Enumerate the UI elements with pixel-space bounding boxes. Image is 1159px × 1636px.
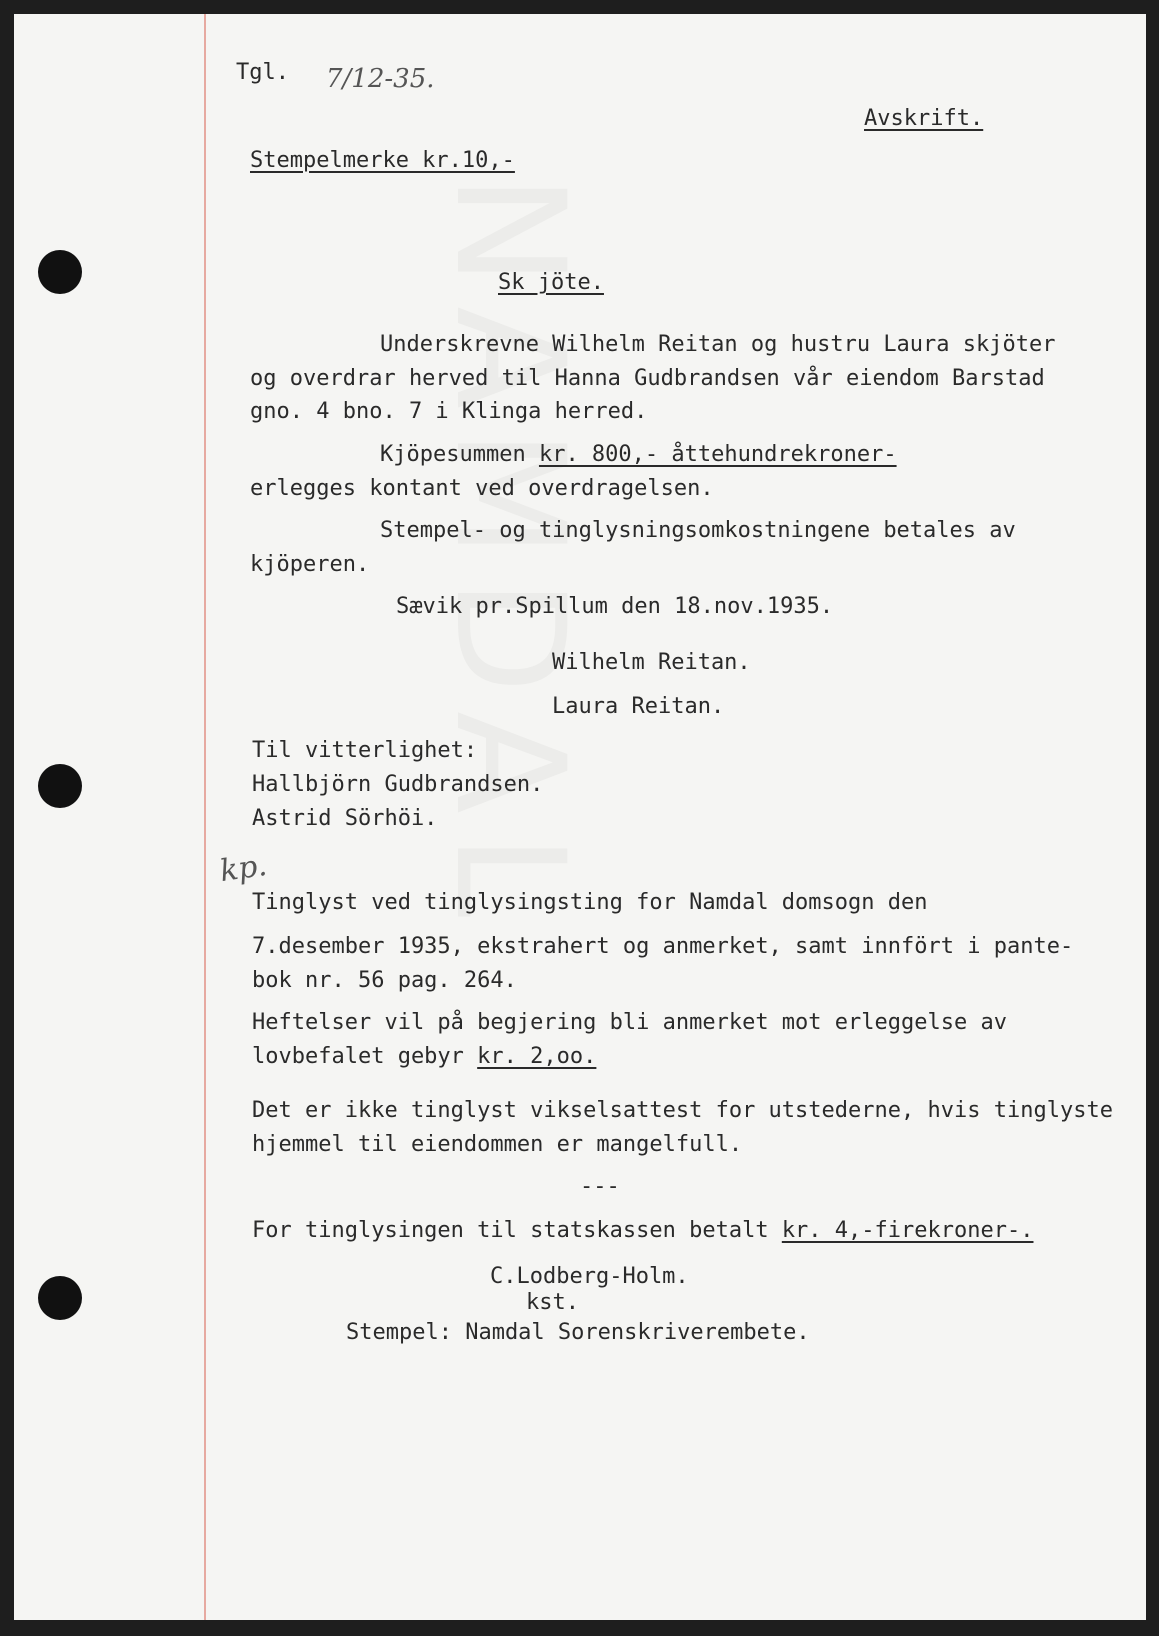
purchase-amount: kr. 800,- åttehundrekroner- [538,442,897,467]
stamp-line: Stempel: Namdal Sorenskriverembete. [346,1320,810,1345]
document-page [14,14,1146,1620]
signature: Laura Reitan. [552,694,725,719]
state-fee-label: For tinglysingen til statskassen betalt [252,1218,782,1243]
deed-line: Underskrevne Wilhelm Reitan og hustru Laura skjöter [380,332,1056,357]
marginal-note: kp. [217,847,270,890]
witness: Astrid Sörhöi. [252,806,438,831]
deed-line: gno. 4 bno. 7 i Klinga herred. [250,399,648,424]
tgl-label: Tgl. [236,60,289,85]
punch-hole [38,1276,82,1320]
registration-line: Heftelser vil på begjering bli anmerket mot erleggelse av [252,1010,1007,1035]
registration-line: Tinglyst ved tinglysingsting for Namdal domsogn den [252,890,928,915]
purchase-label: Kjöpesummen [380,442,539,467]
fee-amount: kr. 2,oo. [477,1044,597,1069]
deed-line: og overdrar herved til Hanna Gudbrandsen vår eiendom Barstad [250,366,1045,391]
punch-hole [38,250,82,294]
registration-line [252,1044,596,1070]
witness-label: Til vitterlighet: [252,738,478,763]
official-name: C.Lodberg-Holm. [490,1264,689,1289]
deed-line: Stempel- og tinglysningsomkostningene betales av [380,518,1016,543]
place-date: Sævik pr.Spillum den 18.nov.1935. [396,594,834,619]
deed-line: kjöperen. [250,552,370,577]
registration-date: 7/12-35. [326,64,435,94]
registration-line: 7.desember 1935, ekstrahert og anmerket, samt innfört i pante- [252,934,1074,959]
signature: Wilhelm Reitan. [552,650,751,675]
fee-label: lovbefalet gebyr [252,1044,478,1069]
document-title: Sk jöte. [498,270,604,295]
official-title: kst. [526,1290,579,1315]
punch-hole [38,764,82,808]
margin-line [204,14,206,1620]
stamp-fee: Stempelmerke kr.10,- [250,148,515,173]
deed-line: erlegges kontant ved overdragelsen. [250,476,714,501]
registration-line: hjemmel til eiendommen er mangelfull. [252,1132,743,1157]
registration-line: Det er ikke tinglyst vikselsattest for utstederne, hvis tinglyste [252,1098,1113,1123]
copy-label: Avskrift. [864,106,984,131]
witness: Hallbjörn Gudbrandsen. [252,772,544,797]
state-fee-line [252,1218,1033,1244]
deed-line [380,442,897,468]
state-fee-amount: kr. 4,-firekroner-. [781,1218,1034,1243]
divider: --- [580,1174,620,1199]
registration-line: bok nr. 56 pag. 264. [252,968,517,993]
